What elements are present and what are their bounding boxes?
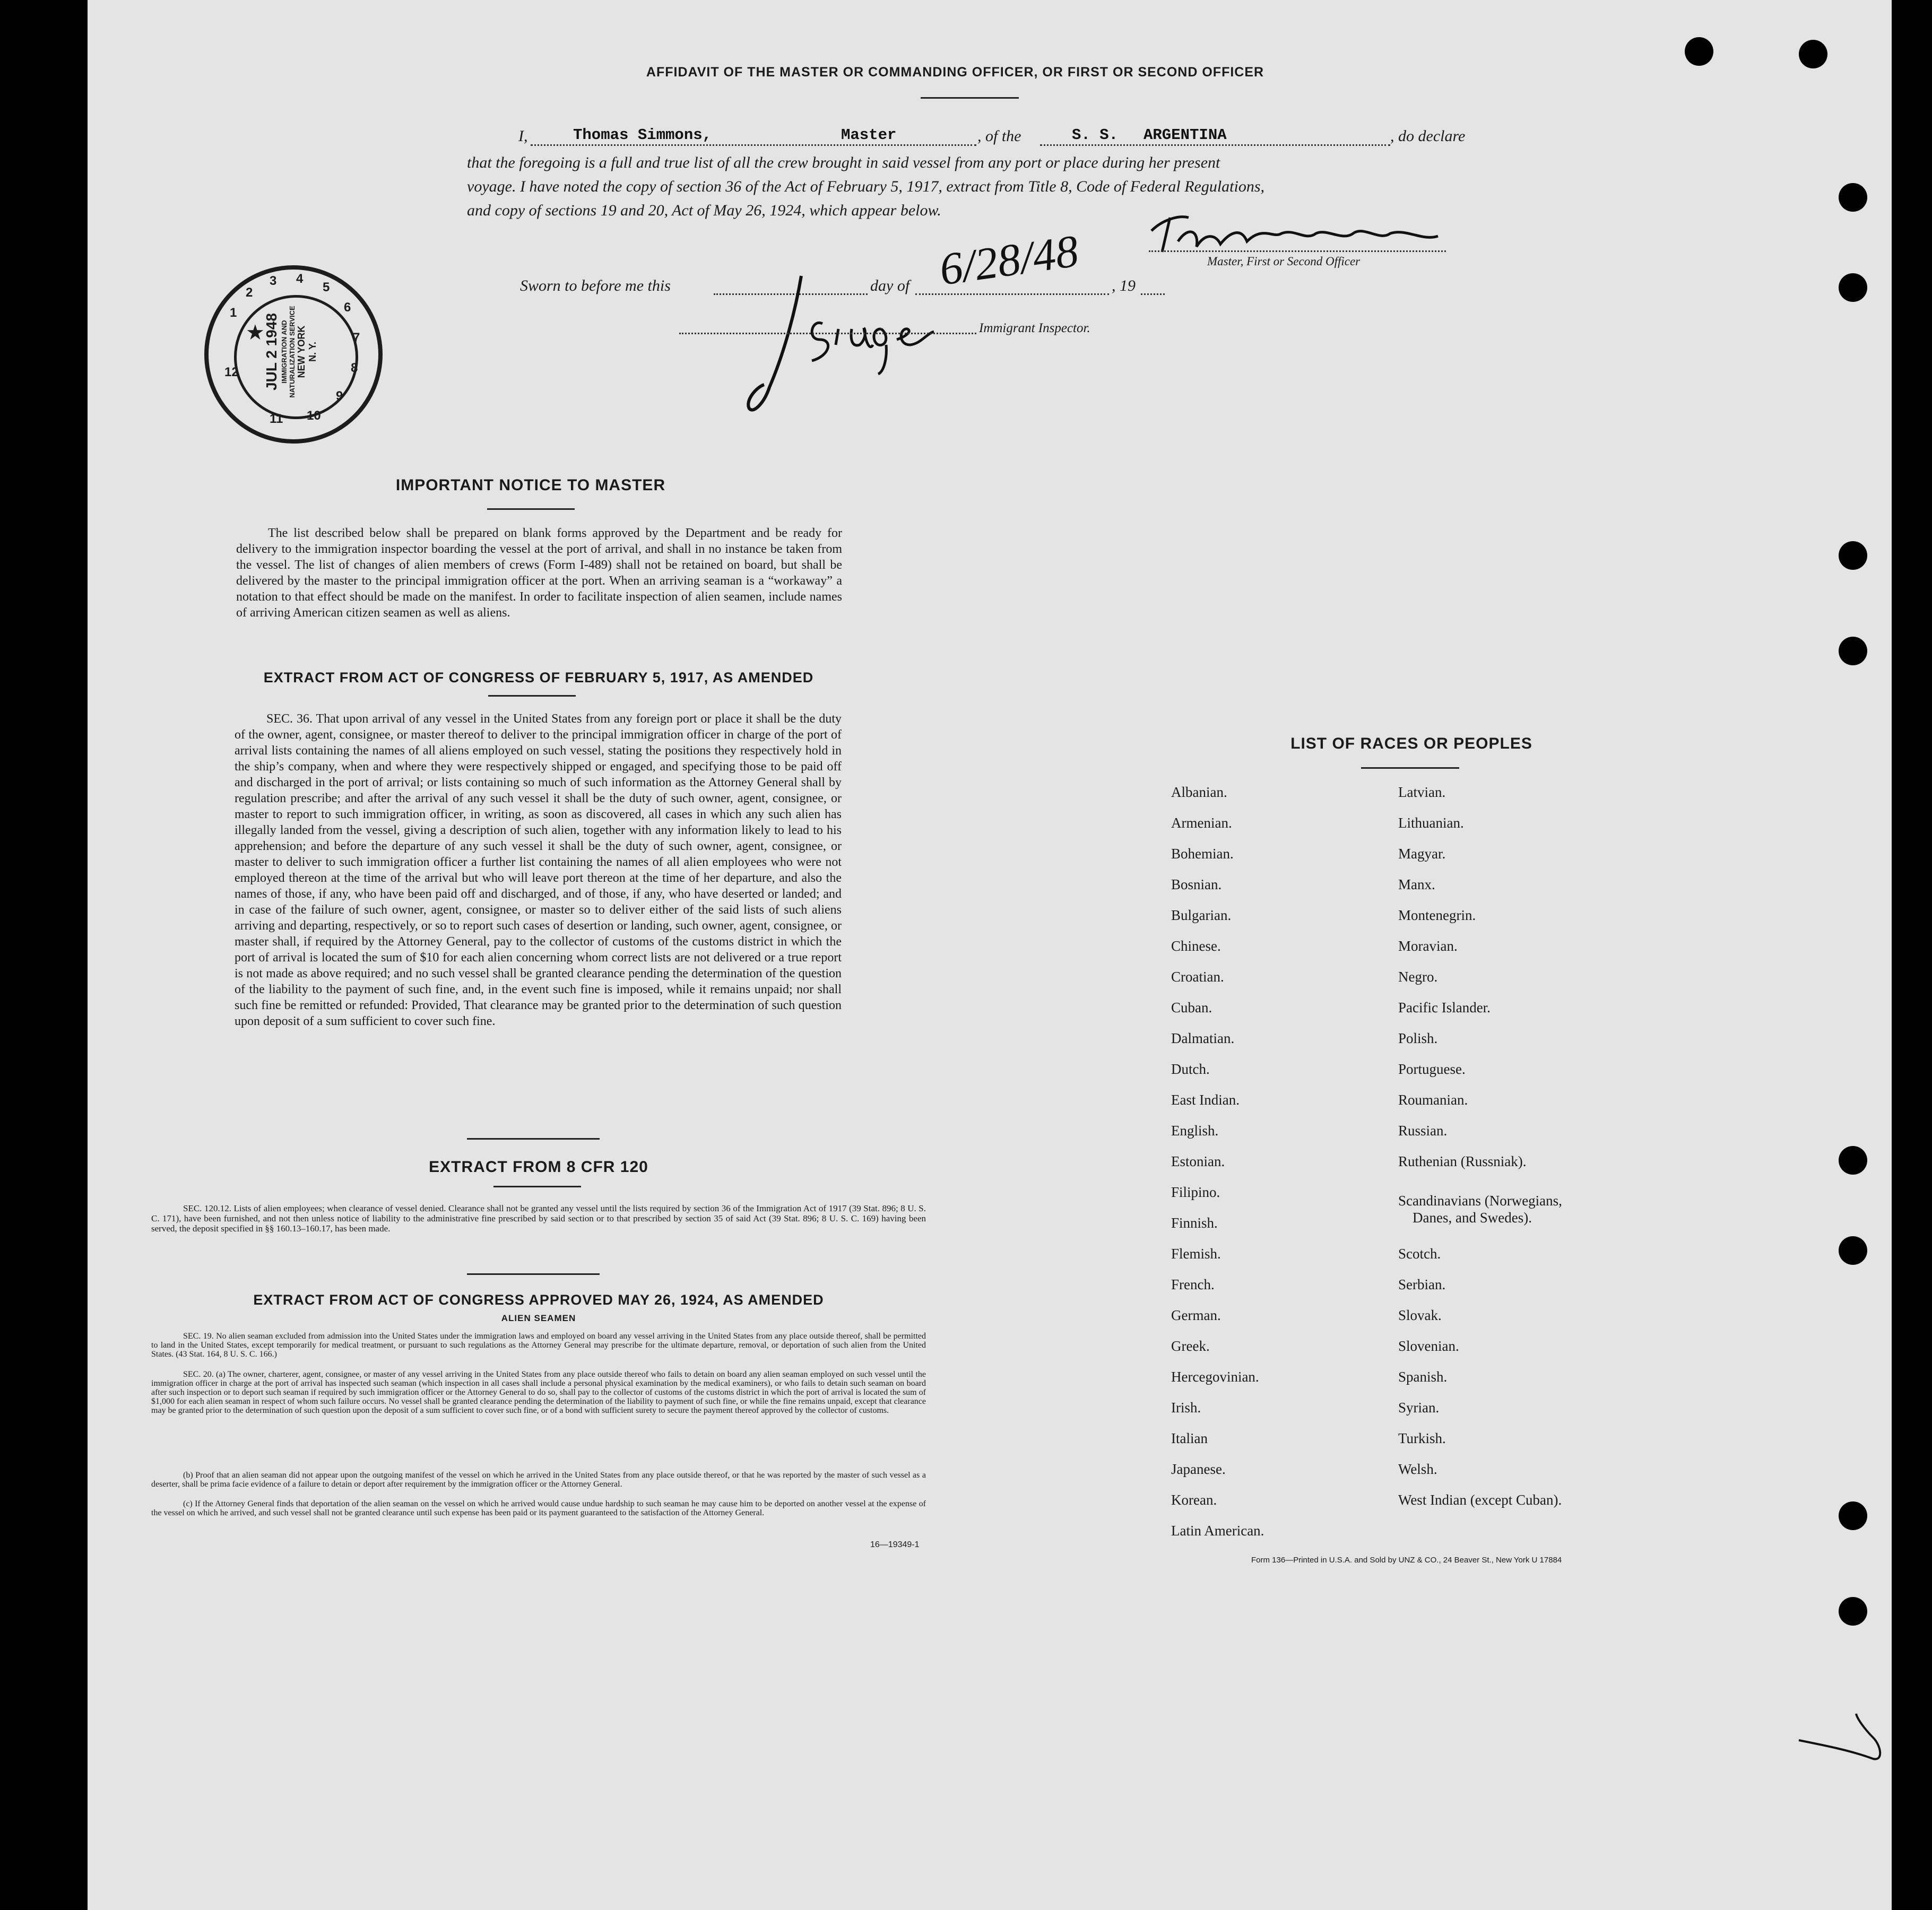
race-item: Chinese. (1171, 938, 1221, 954)
sec20b-body: (b) Proof that an alien seaman did not appear upon the outgoing manifest of the vessel on which he arrived in the United States from any place outside thereof, or that he was reported by the master of such vessel as a deserter, shall be prima facie evidence of a failure to detain or deport after requirement by the immigration officer or the Attorney General. (151, 1471, 926, 1489)
race-item: Greek. (1171, 1338, 1210, 1354)
stamp-digit: 5 (323, 280, 330, 294)
race-item: English. (1171, 1123, 1219, 1139)
extract-1924-top-rule (467, 1273, 600, 1275)
race-item: Portuguese. (1398, 1061, 1466, 1077)
race-item: Cuban. (1171, 1000, 1212, 1015)
master-name: Thomas Simmons, (573, 126, 712, 144)
binder-hole (1839, 1597, 1867, 1626)
pen-mark (1794, 1708, 1889, 1777)
race-item: Hercegovinian. (1171, 1369, 1259, 1385)
stamp-digit: 9 (336, 389, 343, 403)
form-credit: Form 136—Printed in U.S.A. and Sold by UNZ & CO., 24 Beaver St., New York U 17884 (1251, 1556, 1562, 1565)
race-item: Italian (1171, 1430, 1208, 1446)
extract-1924-subtitle: ALIEN SEAMEN (501, 1313, 576, 1323)
year-prefix: , 19 (1112, 277, 1136, 294)
race-item: Montenegrin. (1398, 907, 1476, 923)
notice-title-rule (487, 508, 575, 510)
declaration-line-3: and copy of sections 19 and 20, Act of May 26, 1924, which appear below. (467, 202, 941, 219)
sworn-year-line (1141, 293, 1165, 295)
declaration-i-label: I, (518, 127, 528, 145)
race-item: Turkish. (1398, 1430, 1446, 1446)
race-item: Ruthenian (Russniak). (1398, 1153, 1527, 1169)
binder-hole (1839, 1501, 1867, 1530)
race-item: Armenian. (1171, 815, 1232, 831)
race-item: Croatian. (1171, 969, 1224, 985)
race-item: Flemish. (1171, 1246, 1221, 1262)
sec20a-body: SEC. 20. (a) The owner, charterer, agent, consignee, or master of any vessel arriving in the United States from any place outside thereof who fails to detain on board any alien seaman employed on such vessel until the immigration officer in charge at the port of arrival has inspected such seaman (which inspection in all cases shall include a personal physical examination by the medical examiners), or who fails to detain such seaman on board after such inspection or to deport such seaman if required by such immigration officer or the Attorney General to do so, shall pay to the collector of customs of the customs district in which the port of arrival is located the sum of $1,000 for each alien seaman in respect of whom such failure occurs. No vessel shall be granted clearance pending the determination of the liability to payment of such fine, or while the fine remains unpaid, except that clearance may be granted prior to the determination of such question upon the deposit of a sum sufficient to cover such fine, or of a bond with sufficient surety to secure the payment thereof approved by the collector of customs. (151, 1370, 926, 1415)
race-item: Syrian. (1398, 1400, 1440, 1416)
ship-field-line (1040, 144, 1390, 146)
stamp-city: NEW YORK (296, 325, 307, 378)
stamp-digit: 11 (270, 412, 283, 426)
do-declare-label: , do declare (1390, 127, 1466, 145)
stamp-state: N. Y. (307, 342, 318, 362)
race-item: Polish. (1398, 1030, 1438, 1046)
race-item: Serbian. (1398, 1277, 1446, 1292)
of-the-label: , of the (977, 127, 1021, 145)
race-item: Danes, and Swedes). (1413, 1210, 1532, 1226)
binder-hole (1839, 1146, 1867, 1175)
day-of-label: day of (870, 277, 910, 294)
affidavit-heading: AFFIDAVIT OF THE MASTER OR COMMANDING OFFICER, OR FIRST OR SECOND OFFICER (646, 65, 1264, 80)
master-signature-line (1149, 250, 1446, 252)
race-item: Spanish. (1398, 1369, 1448, 1385)
race-item: Negro. (1398, 969, 1438, 985)
stamp-digit: 4 (296, 272, 304, 286)
cfr-body: SEC. 120.12. Lists of alien employees; when clearance of vessel denied. Clearance shall not be granted any vessel until the lists required by section 36 of the Immigration Act of 1917 (39 Stat. 896; 8 U. S. C. 171), have been furnished, and not then unless notice of liability to the administrative fine prescribed by said section or to that prescribed by section 35 of said Act (39 Stat. 896; 8 U. S. C. 169) having been served, the deposit specified in §§ 160.13–160.17, has been made. (151, 1203, 926, 1234)
race-item: Finnish. (1171, 1215, 1218, 1231)
stamp-digit: 12 (224, 365, 239, 379)
race-item: Bosnian. (1171, 876, 1222, 892)
race-item: Pacific Islander. (1398, 1000, 1491, 1015)
ship-name: ARGENTINA (1143, 126, 1227, 144)
sec20c-body: (c) If the Attorney General finds that deportation of the alien seaman on the vessel on which he arrived would cause undue hardship to such seaman he may cause him to be deported on another vessel at the expense of the vessel on which he arrived, and such vessel shall not be granted clearance until such expense has been paid or its payment guaranteed to the satisfaction of the Attorney General. (151, 1499, 926, 1517)
race-item: Filipino. (1171, 1184, 1220, 1200)
race-item: Albanian. (1171, 784, 1227, 800)
stamp-digit: 6 (344, 300, 351, 315)
notice-title: IMPORTANT NOTICE TO MASTER (395, 476, 666, 494)
binder-hole (1839, 637, 1867, 665)
inspector-signature-line (679, 333, 976, 334)
binder-hole (1839, 1236, 1867, 1265)
race-item: Irish. (1171, 1400, 1201, 1416)
handwritten-date: 6/28/48 (936, 225, 1082, 295)
inspector-signature (727, 265, 950, 419)
declaration-line-2: voyage. I have noted the copy of section 36 of the Act of February 5, 1917, extract from Title 8, Code of Federal Regulations, (467, 178, 1265, 195)
stamp-digit: 2 (246, 285, 253, 300)
race-item: German. (1171, 1307, 1221, 1323)
stamp-digit: 1 (230, 306, 237, 320)
race-item: West Indian (except Cuban). (1398, 1492, 1562, 1508)
stamp-date: JUL 2 1948 (263, 313, 280, 390)
stamp-star: ★ (246, 320, 265, 344)
race-item: Welsh. (1398, 1461, 1437, 1477)
name-field-line (531, 144, 976, 146)
race-item: Slovenian. (1398, 1338, 1459, 1354)
binder-hole (1839, 541, 1867, 570)
binder-hole (1685, 37, 1713, 66)
race-item: Manx. (1398, 876, 1435, 892)
heading-rule (921, 97, 1019, 99)
race-item: Roumanian. (1398, 1092, 1468, 1108)
inspector-label: Immigrant Inspector. (979, 321, 1090, 335)
stamp-agency: IMMIGRATION AND NATURALIZATION SERVICE (280, 306, 296, 398)
race-item: Korean. (1171, 1492, 1217, 1508)
cfr-title: EXTRACT FROM 8 CFR 120 (429, 1158, 648, 1176)
race-item: Scotch. (1398, 1246, 1441, 1262)
race-item: French. (1171, 1277, 1215, 1292)
race-item: Dutch. (1171, 1061, 1210, 1077)
race-item: East Indian. (1171, 1092, 1240, 1108)
stamp-digit: 3 (270, 274, 277, 288)
race-item: Latvian. (1398, 784, 1446, 800)
race-item: Latin American. (1171, 1523, 1264, 1539)
ship-prefix: S. S. (1072, 126, 1119, 144)
races-title: LIST OF RACES OR PEOPLES (1290, 735, 1532, 752)
extract-1924-title: EXTRACT FROM ACT OF CONGRESS APPROVED MAY 26, 1924, AS AMENDED (253, 1292, 824, 1308)
sworn-label: Sworn to before me this (520, 277, 671, 294)
race-item: Lithuanian. (1398, 815, 1464, 831)
race-item: Magyar. (1398, 846, 1446, 862)
stamp-digit: 10 (307, 409, 321, 423)
stamp-content (263, 299, 318, 405)
extract-1917-body: SEC. 36. That upon arrival of any vessel in the United States from any foreign port or place it shall be the duty of the owner, agent, consignee, or master thereof to deliver to the principal immigration officer in charge of the port of arrival lists containing the names of all aliens employed on such vessel, stating the positions they respectively hold in the ship’s company, when and where they were respectively shipped or engaged, and specifying those to be paid off and discharged in the port of arrival; or lists containing so much of such information as the Attorney General shall by regulation prescribe; and after the arrival of any such vessel it shall be the duty of such owner, agent, consignee, or master to report to such immigration officer, in writing, as soon as discovered, all cases in which any such alien has illegally landed from the vessel, giving a description of such alien, together with any information likely to lead to his apprehension; and before the departure of any such vessel it shall be the duty of such owner, agent, consignee, or master to deliver to such immigration officer a further list containing the names of all alien employees who were not employed thereon at the time of the arrival but who will leave port thereon at the time of her departure, and also the names of those, if any, who have been paid off and discharged, and of those, if any, who have deserted or landed; and in case of the failure of such owner, agent, consignee, or master so to deliver either of the said lists of such aliens arriving and departing, respectively, or so to report such cases of desertion or landing, such owner, agent, consignee, or master shall, if required by the Attorney General, pay to the collector of customs of the customs district in which the port of arrival is located the sum of $10 for each alien concerning whom correct lists are not delivered or a true report is not made as above required; and no such vessel shall be granted clearance pending the determination of the question of the liability to the payment of such fine, and, in the event such fine is imposed, while it remains unpaid; nor shall such fine be remitted or refunded: Provided, That clearance may be granted prior to the determination of such question upon deposit of a sum sufficient to cover such fine. (235, 712, 842, 1028)
cfr-title-rule (493, 1186, 581, 1187)
race-item: Bulgarian. (1171, 907, 1232, 923)
race-item: Russian. (1398, 1123, 1448, 1139)
race-item: Japanese. (1171, 1461, 1226, 1477)
race-item: Slovak. (1398, 1307, 1442, 1323)
declaration-line-1: that the foregoing is a full and true list of all the crew brought in said vessel from any port or place during her present (467, 154, 1220, 171)
race-item: Moravian. (1398, 938, 1458, 954)
stamp-digit: 8 (351, 361, 358, 375)
cfr-top-rule (467, 1138, 600, 1140)
race-item: Estonian. (1171, 1153, 1225, 1169)
master-caption: Master, First or Second Officer (1207, 255, 1361, 268)
notice-body: The list described below shall be prepared on blank forms approved by the Department and be ready for delivery to the immigration inspector boarding the vessel at the port of arrival, and shall in no instance be taken from the vessel. The list of changes of alien members of crews (Form I-489) shall not be retained on board, but shall be delivered by the master to the principal immigration officer at the port. When an arriving seaman is a “workaway” a notation to that effect should be made on the manifest. In order to facilitate inspection of alien seamen, include names of arriving American citizen seamen as well as aliens. (236, 526, 842, 620)
binder-hole (1839, 273, 1867, 302)
races-title-rule (1361, 767, 1459, 769)
binder-hole (1799, 40, 1827, 68)
stamp-digit: 7 (353, 331, 360, 345)
sec19-body: SEC. 19. No alien seaman excluded from admission into the United States under the immigration laws and employed on board any vessel arriving in the United States from any place outside thereof, shall be permitted to land in the United States, except temporarily for medical treatment, or pursuant to such regulations as the Attorney General may prescribe for the ultimate departure, removal, or deportation of such alien from the United States. (43 Stat. 164, 8 U. S. C. 166.) (151, 1332, 926, 1359)
immigration-stamp (204, 265, 383, 444)
master-rank: Master (841, 126, 897, 144)
race-item: Scandinavians (Norwegians, (1398, 1193, 1562, 1209)
binder-hole (1839, 183, 1867, 212)
race-item: Dalmatian. (1171, 1030, 1235, 1046)
extract-1917-title: EXTRACT FROM ACT OF CONGRESS OF FEBRUARY 5, 1917, AS AMENDED (263, 670, 814, 685)
extract-1917-rule (488, 695, 576, 697)
form-code: 16—19349-1 (870, 1540, 920, 1549)
race-item: Bohemian. (1171, 846, 1234, 862)
